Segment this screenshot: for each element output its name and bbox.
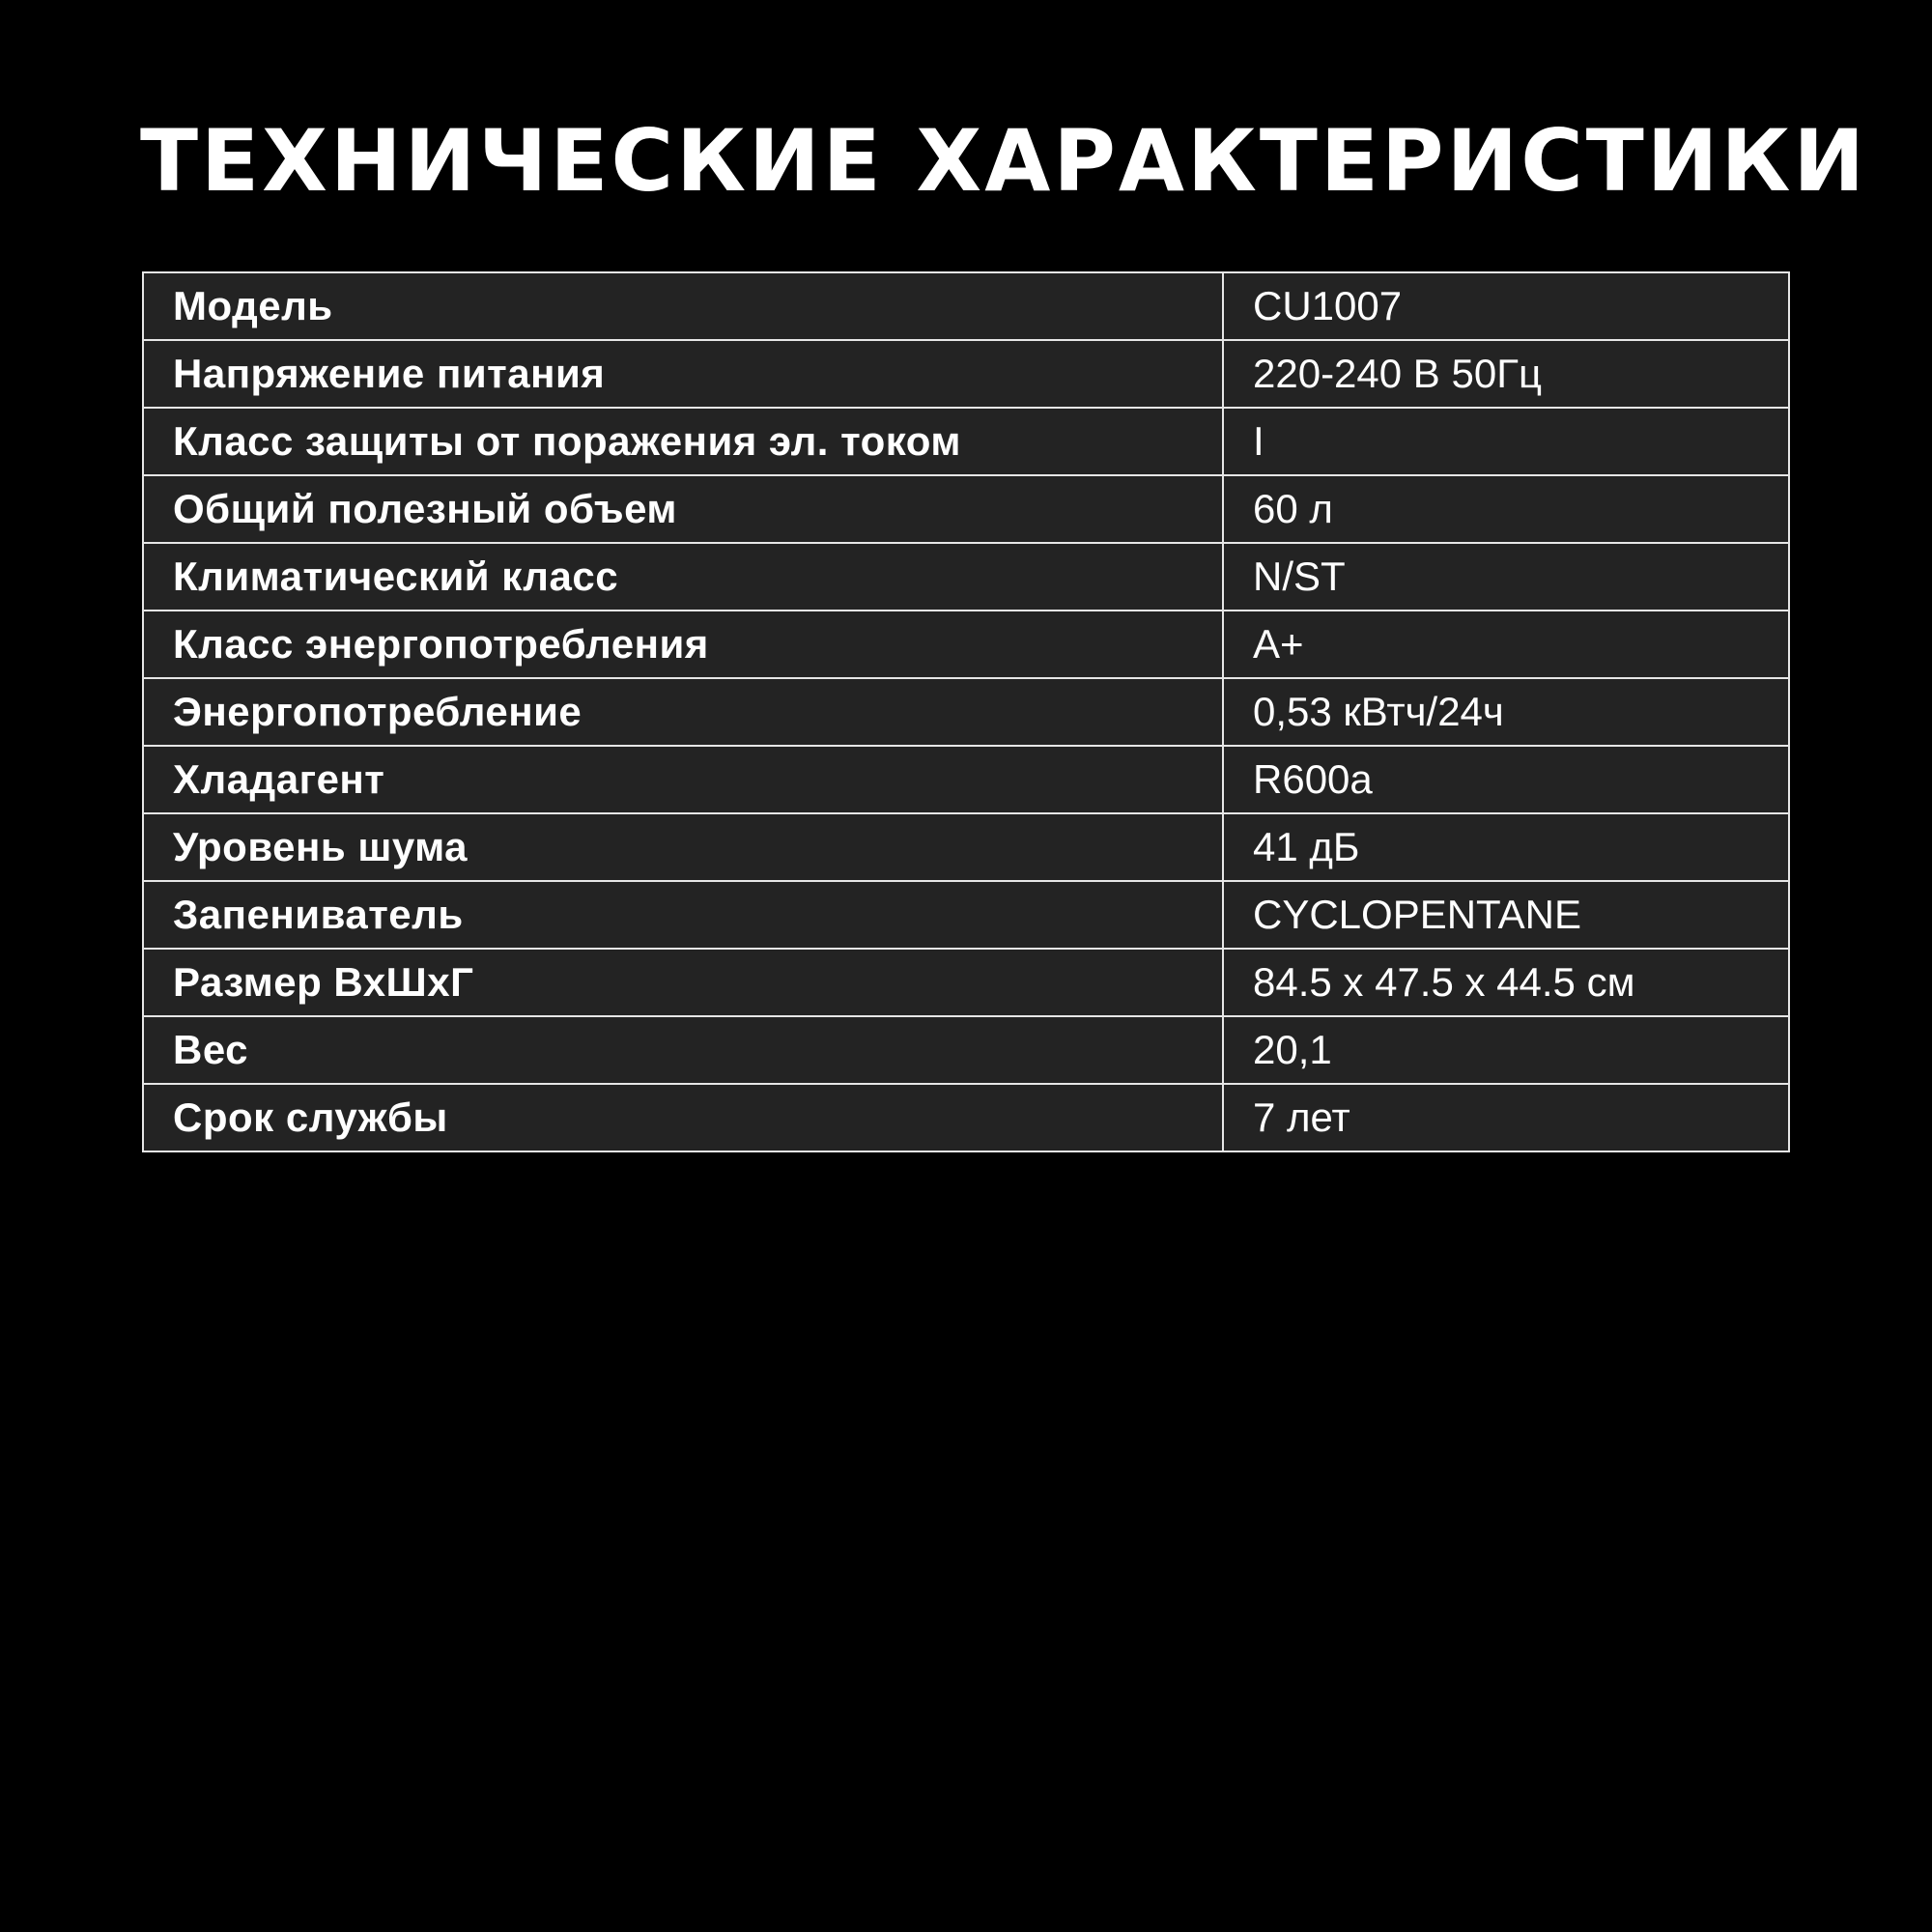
specifications-table [142, 271, 1790, 1152]
spec-value: R600a [1223, 746, 1789, 813]
spec-value: 60 л [1223, 475, 1789, 543]
table-row [143, 1016, 1789, 1084]
spec-label: Напряжение питания [143, 340, 1223, 408]
table-row [143, 543, 1789, 611]
spec-label: Запениватель [143, 881, 1223, 949]
spec-value: 0,53 кВтч/24ч [1223, 678, 1789, 746]
spec-label: Размер ВхШхГ [143, 949, 1223, 1016]
table-row [143, 678, 1789, 746]
spec-label: Модель [143, 272, 1223, 340]
spec-value: 7 лет [1223, 1084, 1789, 1151]
spec-label: Класс защиты от поражения эл. током [143, 408, 1223, 475]
table-row [143, 272, 1789, 340]
spec-value: I [1223, 408, 1789, 475]
spec-value: 84.5 х 47.5 х 44.5 см [1223, 949, 1789, 1016]
page-title: ТЕХНИЧЕСКИЕ ХАРАКТЕРИСТИКИ [140, 111, 1868, 211]
table-row [143, 949, 1789, 1016]
spec-value: 220-240 В 50Гц [1223, 340, 1789, 408]
table-row [143, 813, 1789, 881]
spec-value: N/ST [1223, 543, 1789, 611]
table-row [143, 611, 1789, 678]
spec-label: Энергопотребление [143, 678, 1223, 746]
spec-label: Срок службы [143, 1084, 1223, 1151]
spec-label: Уровень шума [143, 813, 1223, 881]
spec-label: Общий полезный объем [143, 475, 1223, 543]
spec-label: Климатический класс [143, 543, 1223, 611]
table-row [143, 881, 1789, 949]
spec-value: 41 дБ [1223, 813, 1789, 881]
spec-value: CYCLOPENTANE [1223, 881, 1789, 949]
table-row [143, 746, 1789, 813]
spec-value: 20,1 [1223, 1016, 1789, 1084]
table-row [143, 475, 1789, 543]
spec-label: Хладагент [143, 746, 1223, 813]
spec-label: Вес [143, 1016, 1223, 1084]
table-row [143, 1084, 1789, 1151]
spec-value: CU1007 [1223, 272, 1789, 340]
spec-label: Класс энергопотребления [143, 611, 1223, 678]
table-row [143, 340, 1789, 408]
spec-value: А+ [1223, 611, 1789, 678]
table-row [143, 408, 1789, 475]
